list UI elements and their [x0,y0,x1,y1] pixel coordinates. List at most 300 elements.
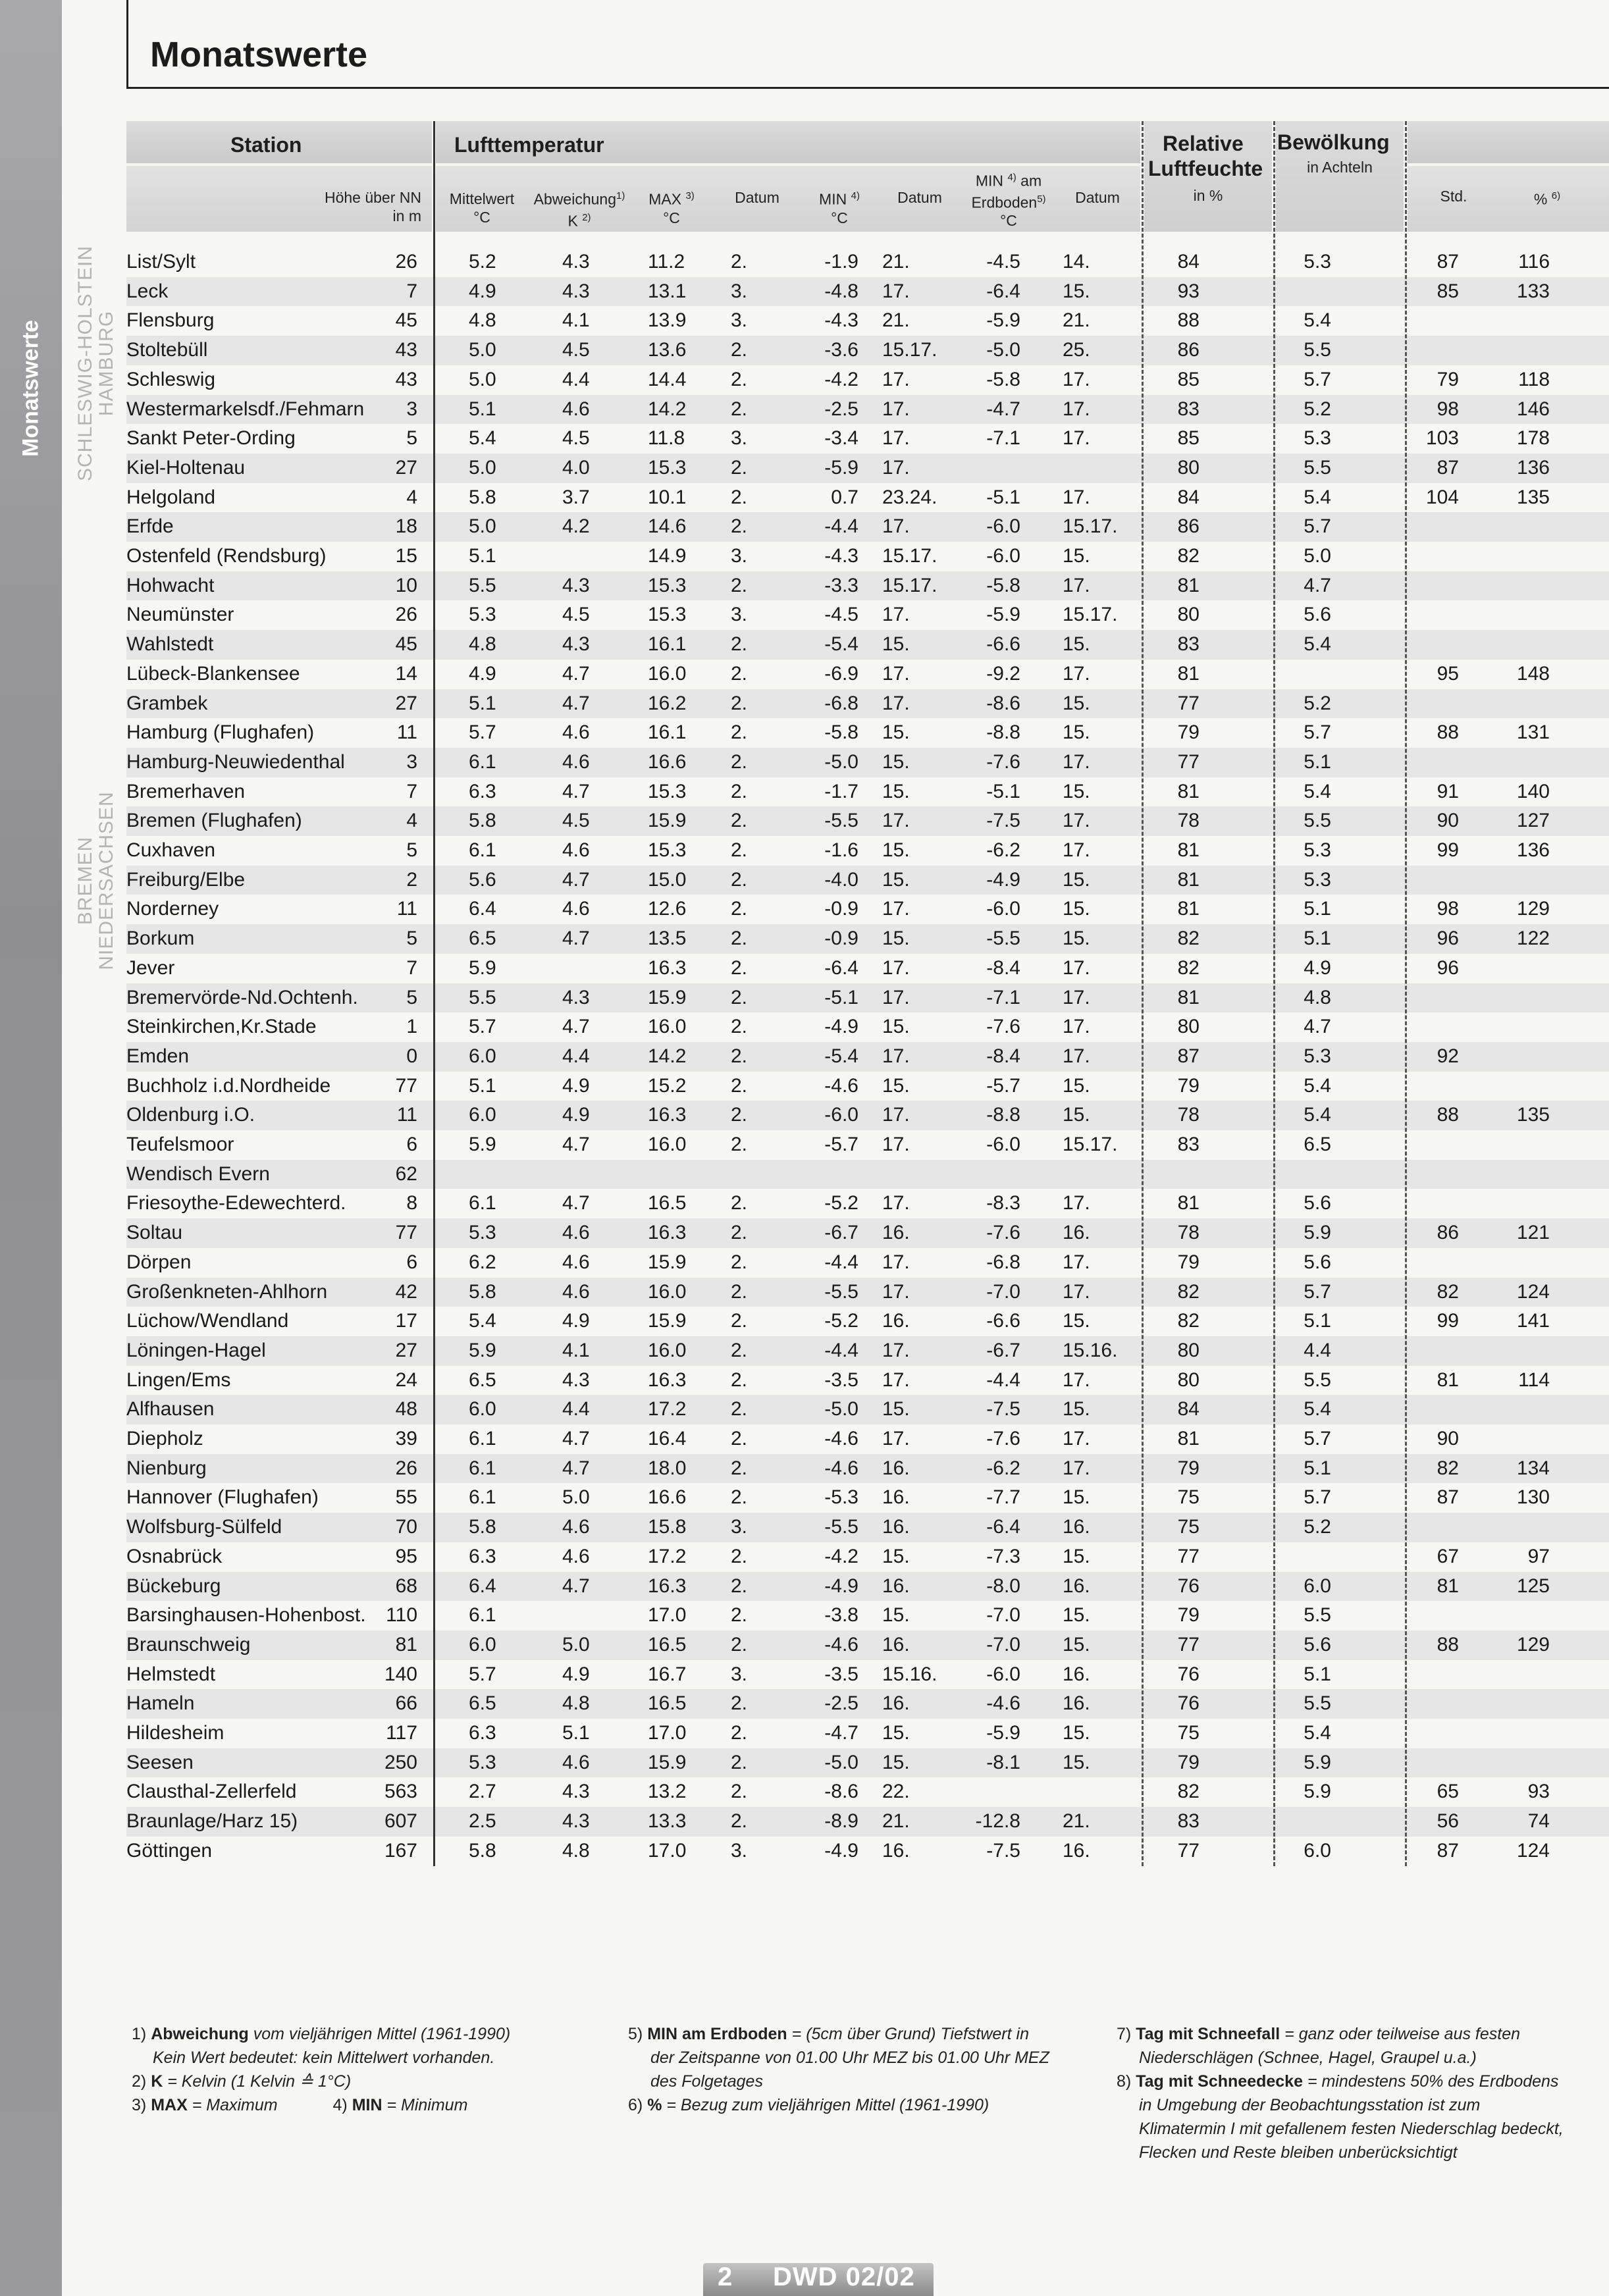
cloud-header: Bewölkung [1277,130,1390,154]
ground-min-date: 17. [1063,662,1090,685]
ground-min-date: 17. [1063,1016,1090,1038]
ground-min: -6.6 [986,1310,1020,1332]
temp-deviation: 4.7 [562,1016,590,1038]
rel-humidity: 79 [1177,1457,1200,1479]
ground-min: -5.1 [986,486,1020,508]
rel-humidity: 77 [1177,1839,1200,1862]
temp-deviation: 4.7 [562,1192,590,1214]
temp-max-date: 3. [731,309,748,332]
temp-deviation: 4.9 [562,1104,590,1126]
temp-min-date: 17. [882,398,910,420]
temp-max: 13.9 [648,309,687,332]
temp-deviation: 4.5 [562,810,590,832]
sunshine-percent-header: % $^{6)}$ [1533,190,1561,208]
temp-mean: 5.8 [469,810,496,832]
rel-humidity: 81 [1177,1192,1200,1214]
temp-deviation: 4.6 [562,1222,590,1244]
sunshine-hours: 81 [1437,1575,1459,1597]
sunshine-hours: 90 [1437,810,1459,832]
sunshine-hours: 87 [1437,1839,1459,1862]
station-name: Wahlstedt [126,633,214,656]
ground-min: -8.0 [986,1575,1020,1597]
temp-max: 16.6 [648,750,687,773]
sunshine-hours: 88 [1437,721,1459,744]
temp-deviation: 4.4 [562,1045,590,1067]
temp-max: 16.3 [648,956,687,979]
temp-min-date: 17. [882,898,910,920]
temp-min-date: 15. [882,1398,910,1421]
station-name: Helmstedt [126,1663,216,1685]
temp-max-date: 2. [731,398,748,420]
station-name: Grambek [126,692,208,714]
temp-mean: 5.9 [469,1134,496,1155]
ground-min-date: 17. [1063,986,1090,1008]
rel-humidity: 80 [1177,456,1200,479]
sunshine-hours: 79 [1437,368,1459,390]
temp-deviation: 4.1 [562,309,590,332]
temp-deviation: 4.2 [562,515,590,538]
temp-max-date: 2. [731,1016,748,1038]
temp-min-date: 15. [882,1722,910,1744]
ground-min-date: 15. [1063,898,1090,920]
temp-deviation: 4.7 [562,1428,590,1449]
temp-min-date: 23.24. [882,486,937,508]
station-name: Cuxhaven [126,839,216,861]
temp-deviation: 4.7 [562,868,590,891]
sunshine-hours: 88 [1437,1104,1459,1126]
station-name: Hamburg-Neuwiedenthal [126,750,345,773]
temp-max-date: 2. [731,1398,748,1421]
temp-max: 15.9 [648,1251,687,1273]
temp-max-date: 2. [731,868,748,891]
temp-min: -4.4 [824,515,858,538]
temp-min-date: 17. [882,1428,910,1449]
temp-min: -6.4 [824,956,858,979]
station-name: List/Sylt [126,251,196,273]
temp-min: -4.4 [824,1251,858,1273]
ground-min-date: 16. [1063,1839,1090,1862]
temp-mean: 5.5 [469,986,496,1008]
ground-min-date: 16. [1063,1516,1090,1538]
station-name: Clausthal-Zellerfeld [126,1781,297,1803]
temp-min-date: 16. [882,1516,910,1538]
sunshine-percent: 122 [1516,927,1550,950]
ground-min: -5.8 [986,574,1020,596]
temp-min: -4.7 [824,1722,858,1744]
ground-min-date: 14. [1063,251,1090,273]
temp-deviation: 4.1 [562,1339,590,1361]
max-header: MAX $^{3)}$ °C [648,190,695,226]
rel-humidity: 84 [1177,486,1200,508]
temp-max: 17.0 [648,1839,687,1862]
temp-max-date: 2. [731,1428,748,1449]
station-name: Löningen-Hagel [126,1339,266,1361]
temp-deviation: 4.8 [562,1839,590,1862]
station-height: 117 [386,1722,417,1744]
temp-mean: 6.2 [469,1251,496,1273]
temp-min: -5.0 [824,750,858,773]
temp-max-date: 2. [731,839,748,861]
temp-mean: 5.1 [469,692,496,714]
ground-min: -12.8 [975,1810,1020,1833]
temp-min-date: 17. [882,368,910,390]
temp-mean: 5.6 [469,868,496,891]
station-height: 45 [395,309,417,332]
ground-min: -4.9 [986,868,1020,891]
temp-min: -6.7 [824,1222,858,1244]
station-height: 26 [395,604,417,626]
temp-max-date: 2. [731,1104,748,1126]
sunshine-percent: 124 [1516,1280,1550,1303]
sunshine-hours: 88 [1437,1633,1459,1656]
temp-min: -1.7 [824,780,858,802]
temp-min: -3.4 [824,427,858,450]
temp-min-date: 16. [882,1692,910,1715]
side-tab-label: Monatswerte [18,320,43,457]
station-height: 4 [406,486,417,508]
temp-max-date: 2. [731,1692,748,1715]
temp-max-date: 2. [731,986,748,1008]
temp-max: 13.6 [648,339,687,361]
temp-min-date: 17. [882,427,910,450]
station-name: Alfhausen [126,1398,215,1421]
rel-humidity: 82 [1177,1280,1200,1303]
cloud-cover: 5.2 [1304,398,1331,420]
temp-min-date: 17. [882,986,910,1008]
temp-min-date: 17. [882,1251,910,1273]
station-name: Lingen/Ems [126,1369,231,1391]
rel-humidity: 79 [1177,721,1200,744]
temp-max-date: 2. [731,456,748,479]
temp-mean: 5.9 [469,956,496,979]
rel-humidity: 83 [1177,1810,1200,1833]
ground-min-date: 17. [1063,1280,1090,1303]
temp-deviation: 4.7 [562,662,590,685]
temp-min: -0.9 [824,927,858,950]
cloud-cover: 4.7 [1304,1016,1331,1038]
temp-max: 16.0 [648,662,687,685]
station-height: 7 [406,780,417,802]
temp-max-date: 2. [731,486,748,508]
temp-deviation: 4.8 [562,1692,590,1715]
sunshine-hours: 56 [1437,1810,1459,1833]
rel-humidity: 81 [1177,986,1200,1008]
rel-humidity: 82 [1177,956,1200,979]
temp-mean: 5.0 [469,456,496,479]
temp-mean: 4.9 [469,662,496,685]
ground-min: -8.4 [986,956,1020,979]
cloud-cover: 5.7 [1304,368,1331,390]
ground-min-date: 15. [1063,633,1090,656]
temp-min: -5.4 [824,1045,858,1067]
ground-min-date: 16. [1063,1692,1090,1715]
rel-humidity: 81 [1177,662,1200,685]
sunshine-percent: 146 [1516,398,1550,420]
height-header: Höhe über NN in m [324,189,421,224]
temp-max: 10.1 [648,486,687,508]
rel-humidity: 81 [1177,839,1200,861]
station-name: Göttingen [126,1839,213,1862]
temp-min: -5.5 [824,810,858,832]
cloud-cover: 5.5 [1304,1369,1331,1391]
temp-max: 16.1 [648,721,687,744]
temp-min: -4.3 [824,309,858,332]
ground-min-date: 17. [1063,398,1090,420]
station-name: Ostenfeld (Rendsburg) [126,545,327,567]
temp-max: 17.0 [648,1722,687,1744]
temp-min-date: 15.17. [882,574,937,596]
ground-min-date: 17. [1063,839,1090,861]
temp-mean: 6.3 [469,780,496,802]
cloud-cover: 5.2 [1304,1516,1331,1538]
ground-min-date: 15. [1063,1545,1090,1567]
temp-max-date: 3. [731,1516,748,1538]
temp-min: -2.5 [824,398,858,420]
temp-deviation: 4.7 [562,780,590,802]
station-name: Friesoythe-Edewechterd. [126,1192,346,1214]
temp-deviation: 4.5 [562,427,590,450]
cloud-cover: 5.9 [1304,1222,1331,1244]
temp-mean: 6.1 [469,1192,496,1214]
ground-min-date: 15. [1063,1398,1090,1421]
ground-min-date: 15. [1063,1486,1090,1509]
temp-max-date: 2. [731,1339,748,1361]
temp-mean: 5.5 [469,574,496,596]
sunshine-percent: 131 [1516,721,1550,744]
ground-min-date: 15. [1063,1104,1090,1126]
temp-min: -2.5 [824,1692,858,1715]
sunshine-hours: 91 [1437,780,1459,802]
station-height: 5 [406,839,417,861]
station-height: 4 [406,810,417,832]
station-height: 2 [406,868,417,891]
cloud-cover: 5.4 [1304,780,1331,802]
sunshine-hours: 81 [1437,1369,1459,1391]
temp-min: -5.3 [824,1486,858,1509]
ground-min-date: 15.16. [1063,1339,1118,1361]
temp-mean: 5.0 [469,515,496,538]
rel-humidity: 82 [1177,927,1200,950]
ground-min: -7.6 [986,1222,1020,1244]
temp-max: 16.4 [648,1428,687,1449]
temp-max: 16.1 [648,633,687,656]
sunshine-hours: 82 [1437,1280,1459,1303]
station-height: 10 [395,574,417,596]
temp-max-date: 2. [731,1192,748,1214]
ground-min: -6.0 [986,515,1020,538]
temp-min: -5.4 [824,633,858,656]
sunshine-percent: 130 [1516,1486,1550,1509]
temp-deviation: 4.6 [562,721,590,744]
cloud-cover: 5.5 [1304,456,1331,479]
temp-max-date: 2. [731,1134,748,1155]
station-height: 3 [406,750,417,773]
cloud-cover: 5.7 [1304,1428,1331,1449]
temp-deviation: 4.7 [562,1457,590,1479]
station-height: 66 [395,1692,417,1715]
temp-mean: 5.4 [469,427,496,450]
temp-max-date: 2. [731,1781,748,1803]
sunshine-hours: 99 [1437,1310,1459,1332]
station-height: 14 [395,662,417,685]
temp-min: -8.9 [824,1810,858,1833]
temp-min-date: 16. [882,1457,910,1479]
region-label-sh-hh: SCHLESWIG-HOLSTEIN HAMBURG [74,245,117,482]
cloud-cover: 5.3 [1304,251,1331,273]
cloud-cover: 4.9 [1304,956,1331,979]
rel-humidity: 85 [1177,368,1200,390]
ground-min: -7.5 [986,1398,1020,1421]
station-name: Hildesheim [126,1722,224,1744]
page-number: 2 [718,2262,733,2291]
sunshine-percent: 134 [1516,1457,1550,1479]
temp-deviation: 4.3 [562,1781,590,1803]
station-height: 167 [384,1839,417,1862]
station-name: Flensburg [126,309,215,332]
column-separator [1405,121,1407,1866]
temp-max: 17.0 [648,1604,687,1627]
station-name: Dörpen [126,1251,192,1273]
temp-mean: 5.0 [469,339,496,361]
sunshine-hours: 98 [1437,898,1459,920]
station-height: 140 [384,1663,417,1685]
station-name: Diepholz [126,1428,203,1449]
side-strip [0,0,62,2296]
temp-min: -5.9 [824,456,858,479]
cloud-cover: 5.6 [1304,604,1331,626]
temp-max: 16.5 [648,1692,687,1715]
temp-min: -4.9 [824,1016,858,1038]
station-name: Borkum [126,927,195,950]
temp-deviation: 4.3 [562,633,590,656]
temp-min-date: 15. [882,1545,910,1567]
temp-min-date: 17. [882,604,910,626]
cloud-cover: 5.9 [1304,1781,1331,1803]
temp-min-date: 15. [882,1751,910,1773]
temp-max: 16.0 [648,1016,687,1038]
temp-max-date: 2. [731,1280,748,1303]
ground-min: -4.6 [986,1692,1020,1715]
temp-max-date: 2. [731,662,748,685]
sunshine-hours: 90 [1437,1428,1459,1449]
temp-max-date: 2. [731,1369,748,1391]
ground-min: -7.7 [986,1486,1020,1509]
temp-deviation: 4.9 [562,1310,590,1332]
rel-humidity: 85 [1177,427,1200,450]
ground-min-date: 15. [1063,1722,1090,1744]
temp-min: -5.5 [824,1280,858,1303]
station-height: 5 [406,427,417,450]
temp-mean: 6.0 [469,1045,496,1067]
temp-mean: 6.5 [469,1692,496,1715]
ground-min: -6.2 [986,1457,1020,1479]
station-height: 95 [395,1545,417,1567]
temp-min: -3.5 [824,1369,858,1391]
temp-min-date: 16. [882,1486,910,1509]
min-date-header: Datum [897,189,942,206]
cloud-cover: 5.1 [1304,1310,1331,1332]
sunshine-hours: 103 [1425,427,1459,450]
temp-deviation: 4.7 [562,692,590,714]
temp-min: -4.2 [824,1545,858,1567]
sunshine-percent: 125 [1516,1575,1550,1597]
temp-max: 13.1 [648,280,687,302]
rel-humidity: 81 [1177,868,1200,891]
rel-humidity: 78 [1177,810,1200,832]
cloud-cover: 4.4 [1304,1339,1331,1361]
station-height: 3 [406,398,417,420]
rel-humidity: 77 [1177,692,1200,714]
station-height: 607 [384,1810,417,1833]
footnote-1: 1) Abweichung vom vieljährigen Mittel (1961-1990) Kein Wert bedeutet: kein Mittelwert vorhanden. 2) K = Kelvin (1 Kelvin ≙ 1°C) 3) MAX = Maximum 4) MIN = Minimum [132,2025,511,2114]
temp-max: 14.2 [648,1045,687,1067]
ground-min-date: 15. [1063,1310,1090,1332]
temp-min: -5.8 [824,721,858,744]
sunshine-percent: 74 [1527,1810,1550,1833]
station-height: 5 [406,986,417,1008]
temp-min-date: 15. [882,868,910,891]
station-name: Buchholz i.d.Nordheide [126,1074,331,1097]
ground-min: -8.1 [986,1751,1020,1773]
rel-humidity: 75 [1177,1486,1200,1509]
ground-min: -7.3 [986,1545,1020,1567]
rel-humidity: 81 [1177,780,1200,802]
ground-min-date: 15. [1063,1751,1090,1773]
ground-min: -6.4 [986,1516,1020,1538]
ground-min-date: 21. [1063,1810,1090,1833]
temp-max-date: 2. [731,1751,748,1773]
temp-min: -1.6 [824,839,858,861]
temp-max-date: 2. [731,1486,748,1509]
temp-min-date: 17. [882,692,910,714]
temp-deviation: 5.0 [562,1633,590,1656]
ground-min: -7.6 [986,1016,1020,1038]
station-height: 27 [395,456,417,479]
temp-min-date: 17. [882,1192,910,1214]
station-height: 7 [406,956,417,979]
temp-mean: 4.9 [469,280,496,302]
temp-max-date: 2. [731,1310,748,1332]
temp-min-date: 17. [882,1339,910,1361]
sunshine-percent: 148 [1516,662,1550,685]
station-height: 81 [395,1633,417,1656]
temp-deviation: 5.1 [562,1722,590,1744]
rel-humidity: 80 [1177,1016,1200,1038]
temp-min: -4.3 [824,545,858,567]
temp-deviation: 4.5 [562,339,590,361]
ground-min-date: 17. [1063,574,1090,596]
temp-min: -6.8 [824,692,858,714]
station-name: Erfde [126,515,174,538]
temp-max-date: 2. [731,1575,748,1597]
station-name: Hannover (Flughafen) [126,1486,319,1509]
cloud-cover: 5.7 [1304,1486,1331,1509]
sunshine-percent: 135 [1516,486,1550,508]
temp-max: 17.2 [648,1398,687,1421]
station-name: Oldenburg i.O. [126,1104,255,1126]
temp-deviation: 4.3 [562,574,590,596]
rel-humidity: 75 [1177,1722,1200,1744]
cloud-cover: 5.1 [1304,750,1331,773]
station-height: 18 [395,515,417,538]
temp-deviation: 4.6 [562,398,590,420]
temp-max: 15.3 [648,780,687,802]
temp-max-date: 3. [731,545,748,567]
temp-max-date: 2. [731,251,748,273]
ground-min-date: 15. [1063,927,1090,950]
temp-deviation: 4.6 [562,898,590,920]
sunshine-hours: 85 [1437,280,1459,302]
